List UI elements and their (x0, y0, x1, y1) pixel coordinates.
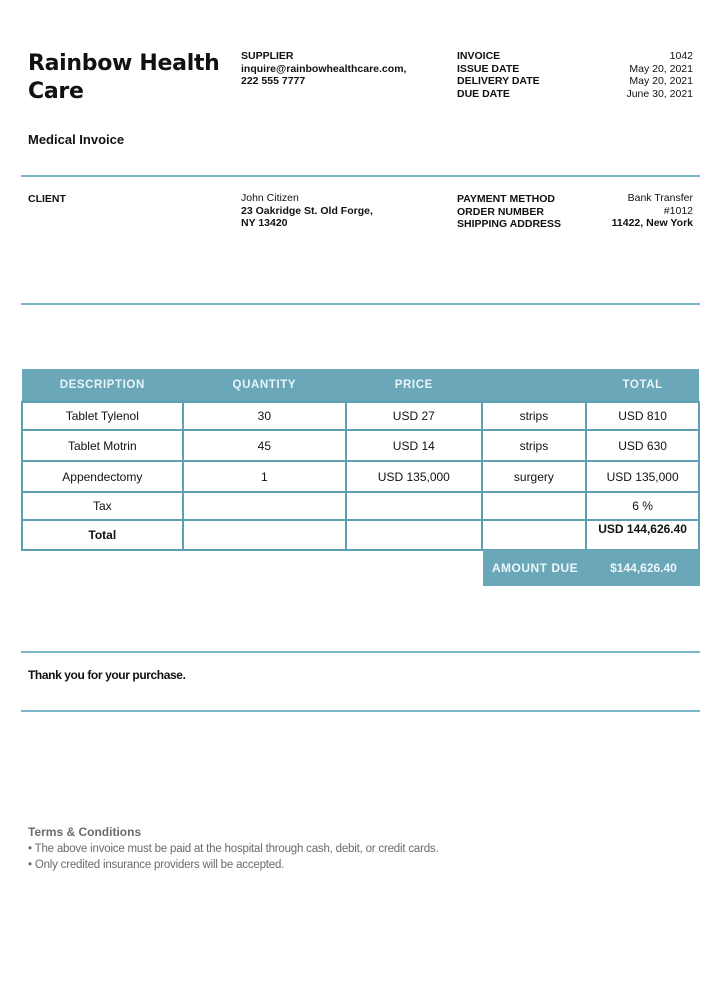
payment-method: Bank Transfer (627, 192, 693, 204)
cell-price (346, 520, 482, 550)
shipping-address-label: SHIPPING ADDRESS (457, 218, 562, 230)
cell-tax-rate: 6 % (586, 492, 699, 520)
terms-title: Terms & Conditions (28, 825, 142, 839)
document-type: Medical Invoice (28, 132, 125, 147)
invoice-number: 1042 (669, 50, 693, 62)
table-row (22, 430, 699, 461)
invoice-labels (457, 50, 540, 100)
amount-due-label: AMOUNT DUE (491, 561, 579, 575)
invoice-values (626, 50, 693, 100)
supplier-label: SUPPLIER (241, 50, 294, 62)
due-date-label: DUE DATE (457, 87, 510, 100)
terms-item: • The above invoice must be paid at the hospital through cash, debit, or credit cards. (28, 843, 439, 855)
order-number: #1012 (663, 204, 693, 217)
cell-description: Tax (22, 492, 183, 520)
cell-description: Tablet Tylenol (22, 402, 183, 430)
divider-thanks-bottom (21, 710, 700, 712)
cell-description: Total (22, 520, 183, 550)
delivery-date: May 20, 2021 (629, 75, 693, 87)
invoice-label: INVOICE (457, 50, 501, 62)
cell-unit (482, 520, 587, 550)
issue-date: May 20, 2021 (629, 62, 693, 75)
cell-unit: strips (482, 402, 587, 430)
amount-due-value: $144,626.40 (610, 561, 677, 575)
line-items-table (21, 369, 700, 551)
client-address-line1: 23 Oakridge St. Old Forge, (241, 204, 373, 217)
cell-total: USD 135,000 (586, 461, 699, 492)
divider-top (21, 175, 700, 177)
cell-total: USD 630 (586, 430, 699, 461)
payment-values (612, 192, 693, 230)
divider-thanks-top (21, 651, 700, 653)
table-header-row (22, 369, 699, 402)
cell-description: Appendectomy (22, 461, 183, 492)
cell-total: USD 810 (586, 402, 699, 430)
order-number-label: ORDER NUMBER (457, 205, 544, 218)
cell-price: USD 27 (346, 402, 482, 430)
cell-quantity (183, 520, 346, 550)
tax-row (22, 492, 699, 520)
cell-unit (482, 492, 587, 520)
header-total: TOTAL (586, 369, 699, 402)
table-row (22, 402, 699, 430)
header-description: DESCRIPTION (22, 369, 183, 402)
supplier-block (241, 50, 406, 88)
cell-price (346, 492, 482, 520)
cell-description: Tablet Motrin (22, 430, 183, 461)
client-address-line2: NY 13420 (241, 217, 288, 229)
payment-labels (457, 193, 561, 231)
company-name: Rainbow Health Care (28, 51, 220, 104)
amount-due-box (483, 550, 700, 586)
cell-unit: strips (482, 430, 587, 461)
delivery-date-label: DELIVERY DATE (457, 75, 540, 87)
cell-price: USD 14 (346, 430, 482, 461)
cell-grand-total: USD 144,626.40 (586, 520, 699, 550)
terms-item: • Only credited insurance providers will be accepted. (28, 859, 285, 871)
due-date: June 30, 2021 (626, 87, 693, 100)
client-label: CLIENT (28, 193, 66, 205)
cell-quantity: 45 (183, 430, 346, 461)
shipping-address: 11422, New York (611, 217, 693, 229)
client-block (241, 192, 373, 230)
cell-price: USD 135,000 (346, 461, 482, 492)
cell-quantity: 30 (183, 402, 346, 430)
total-row (22, 520, 699, 550)
cell-quantity: 1 (183, 461, 346, 492)
supplier-phone: 222 555 7777 (241, 75, 306, 87)
client-name: John Citizen (241, 192, 299, 204)
table-row (22, 461, 699, 492)
header-unit (482, 369, 587, 402)
cell-unit: surgery (482, 461, 587, 492)
payment-method-label: PAYMENT METHOD (457, 193, 556, 205)
divider-middle (21, 303, 700, 305)
cell-quantity (183, 492, 346, 520)
header-price: PRICE (346, 369, 482, 402)
issue-date-label: ISSUE DATE (457, 62, 520, 75)
header-quantity: QUANTITY (183, 369, 346, 402)
thank-you-message: Thank you for your purchase. (28, 668, 186, 682)
supplier-email: inquire@rainbowhealthcare.com, (241, 62, 407, 75)
